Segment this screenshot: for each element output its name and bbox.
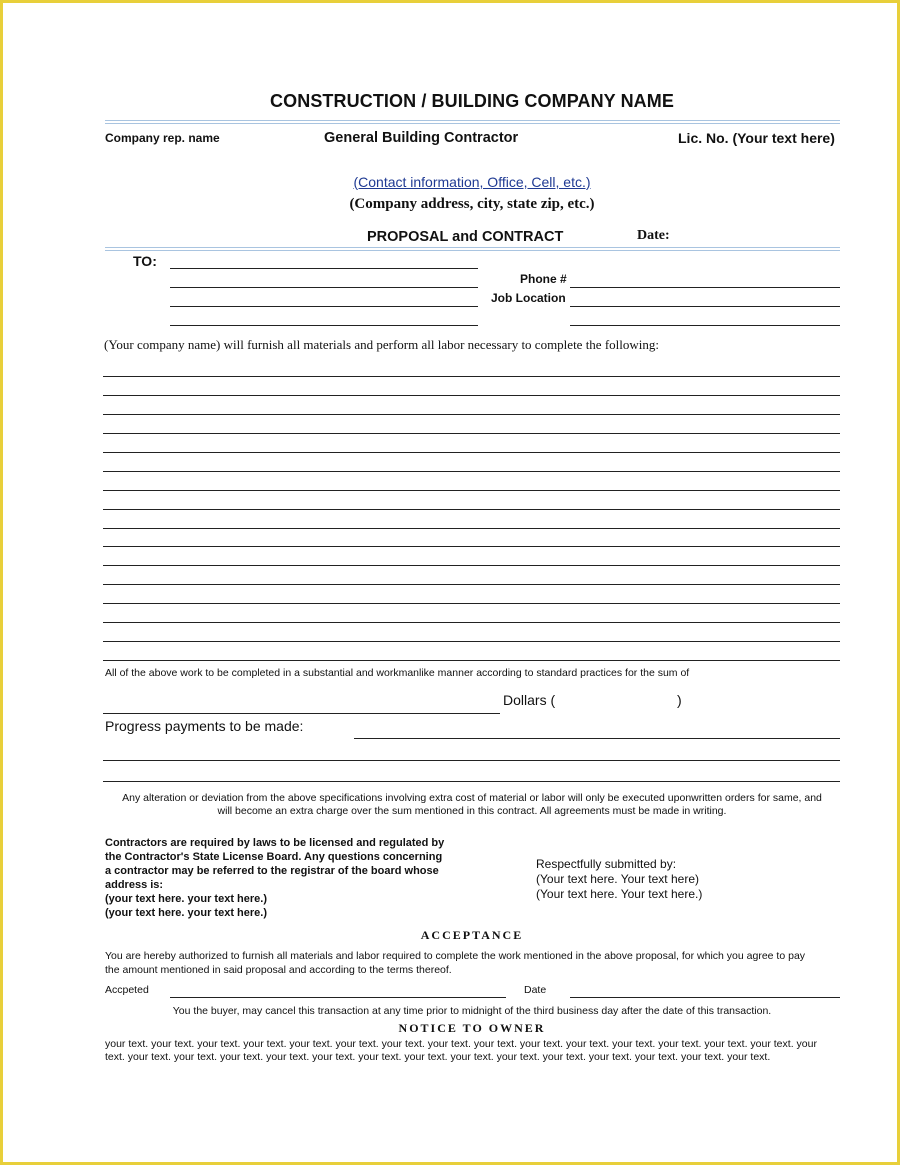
cancel-notice: You the buyer, may cancel this transaction at any time prior to midnight of the third business day after the date of this transaction. bbox=[172, 1005, 772, 1017]
scope-line[interactable] bbox=[103, 565, 840, 566]
acceptance-heading: ACCEPTANCE bbox=[420, 928, 524, 942]
alteration-line-2: will become an extra charge over the sum mentioned in this contract. All agreements must be made in writing. bbox=[217, 805, 727, 817]
license-notice-line: (your text here. your text here.) bbox=[105, 893, 267, 905]
progress-payments-field[interactable] bbox=[354, 738, 840, 739]
dollars-label: Dollars ( bbox=[503, 692, 556, 708]
contractor-type: General Building Contractor bbox=[324, 130, 519, 146]
job-location-label: Job Location bbox=[491, 291, 566, 305]
scope-line[interactable] bbox=[103, 452, 840, 453]
license-notice bbox=[105, 836, 444, 920]
dollars-close: ) bbox=[677, 692, 682, 708]
scope-line[interactable] bbox=[103, 603, 840, 604]
acceptance-date-field[interactable] bbox=[570, 997, 840, 998]
license-notice-line: the Contractor's State License Board. Any questions concerning bbox=[105, 851, 443, 863]
sum-amount-field[interactable] bbox=[103, 713, 500, 714]
notice-to-owner-line-1: your text. your text. your text. your text. your text. your text. your text. your text. your text. your text. your text. your text. your text. your text. your text. your bbox=[105, 1038, 817, 1050]
job-location-field-2[interactable] bbox=[570, 325, 840, 326]
accepted-signature-field[interactable] bbox=[170, 997, 506, 998]
scope-line[interactable] bbox=[103, 433, 840, 434]
progress-payments-label: Progress payments to be made: bbox=[105, 718, 304, 734]
license-notice-line: Contractors are required by laws to be licensed and regulated by bbox=[105, 837, 445, 849]
license-notice-line: a contractor may be referred to the registrar of the board whose bbox=[105, 865, 439, 877]
document-title: PROPOSAL and CONTRACT bbox=[367, 229, 564, 245]
scope-line[interactable] bbox=[103, 490, 840, 491]
title-rule bbox=[105, 247, 840, 251]
accepted-label: Accpeted bbox=[105, 984, 149, 996]
scope-line[interactable] bbox=[103, 546, 840, 547]
submitted-by-line: (Your text here. Your text here.) bbox=[536, 887, 703, 901]
submitted-by bbox=[536, 857, 702, 902]
scope-line[interactable] bbox=[103, 584, 840, 585]
scope-intro: (Your company name) will furnish all materials and perform all labor necessary to complete the following: bbox=[104, 337, 659, 352]
header-rule bbox=[105, 120, 840, 124]
page-title: CONSTRUCTION / BUILDING COMPANY NAME bbox=[270, 91, 674, 111]
contact-info-link[interactable]: (Contact information, Office, Cell, etc.) bbox=[353, 174, 591, 190]
to-label: TO: bbox=[133, 253, 157, 269]
date-label: Date: bbox=[637, 228, 670, 243]
license-notice-line: address is: bbox=[105, 879, 164, 891]
scope-line[interactable] bbox=[103, 528, 840, 529]
license-number: Lic. No. (Your text here) bbox=[678, 130, 835, 146]
scope-line[interactable] bbox=[103, 660, 840, 661]
scope-line[interactable] bbox=[103, 376, 840, 377]
progress-payments-line[interactable] bbox=[103, 760, 840, 761]
phone-field[interactable] bbox=[570, 287, 840, 288]
company-address: (Company address, city, state zip, etc.) bbox=[349, 196, 595, 212]
sum-statement: All of the above work to be completed in a substantial and workmanlike manner according to standard practices for the sum of bbox=[105, 667, 690, 679]
scope-line[interactable] bbox=[103, 641, 840, 642]
scope-line[interactable] bbox=[103, 414, 840, 415]
notice-to-owner-line-2: text. your text. your text. your text. your text. your text. your text. your text. your text. your text. your text. your text. your text. your text. your text. bbox=[105, 1051, 771, 1063]
to-field-line-1[interactable] bbox=[170, 268, 478, 269]
acceptance-line-2: the amount mentioned in said proposal and according to the terms thereof. bbox=[105, 964, 452, 976]
progress-payments-line[interactable] bbox=[103, 781, 840, 782]
phone-label: Phone # bbox=[520, 272, 567, 286]
scope-line[interactable] bbox=[103, 395, 840, 396]
scope-line[interactable] bbox=[103, 622, 840, 623]
submitted-by-label: Respectfully submitted by: bbox=[536, 857, 677, 871]
to-field-line-3[interactable] bbox=[170, 306, 478, 307]
submitted-by-line: (Your text here. Your text here) bbox=[536, 872, 699, 886]
company-rep-label: Company rep. name bbox=[105, 131, 220, 145]
scope-line[interactable] bbox=[103, 509, 840, 510]
license-notice-line: (your text here. your text here.) bbox=[105, 907, 267, 919]
alteration-line-1: Any alteration or deviation from the above specifications involving extra cost of material or labor will only be executed uponwritten orders for same, and bbox=[122, 792, 822, 804]
job-location-field[interactable] bbox=[570, 306, 840, 307]
acceptance-date-label: Date bbox=[524, 984, 547, 996]
to-field-line-2[interactable] bbox=[170, 287, 478, 288]
acceptance-line-1: You are hereby authorized to furnish all materials and labor required to complete the work mentioned in the above proposal, for which you agree to pay bbox=[105, 950, 806, 962]
to-field-line-4[interactable] bbox=[170, 325, 478, 326]
scope-line[interactable] bbox=[103, 471, 840, 472]
notice-to-owner-heading: NOTICE TO OWNER bbox=[398, 1021, 546, 1035]
